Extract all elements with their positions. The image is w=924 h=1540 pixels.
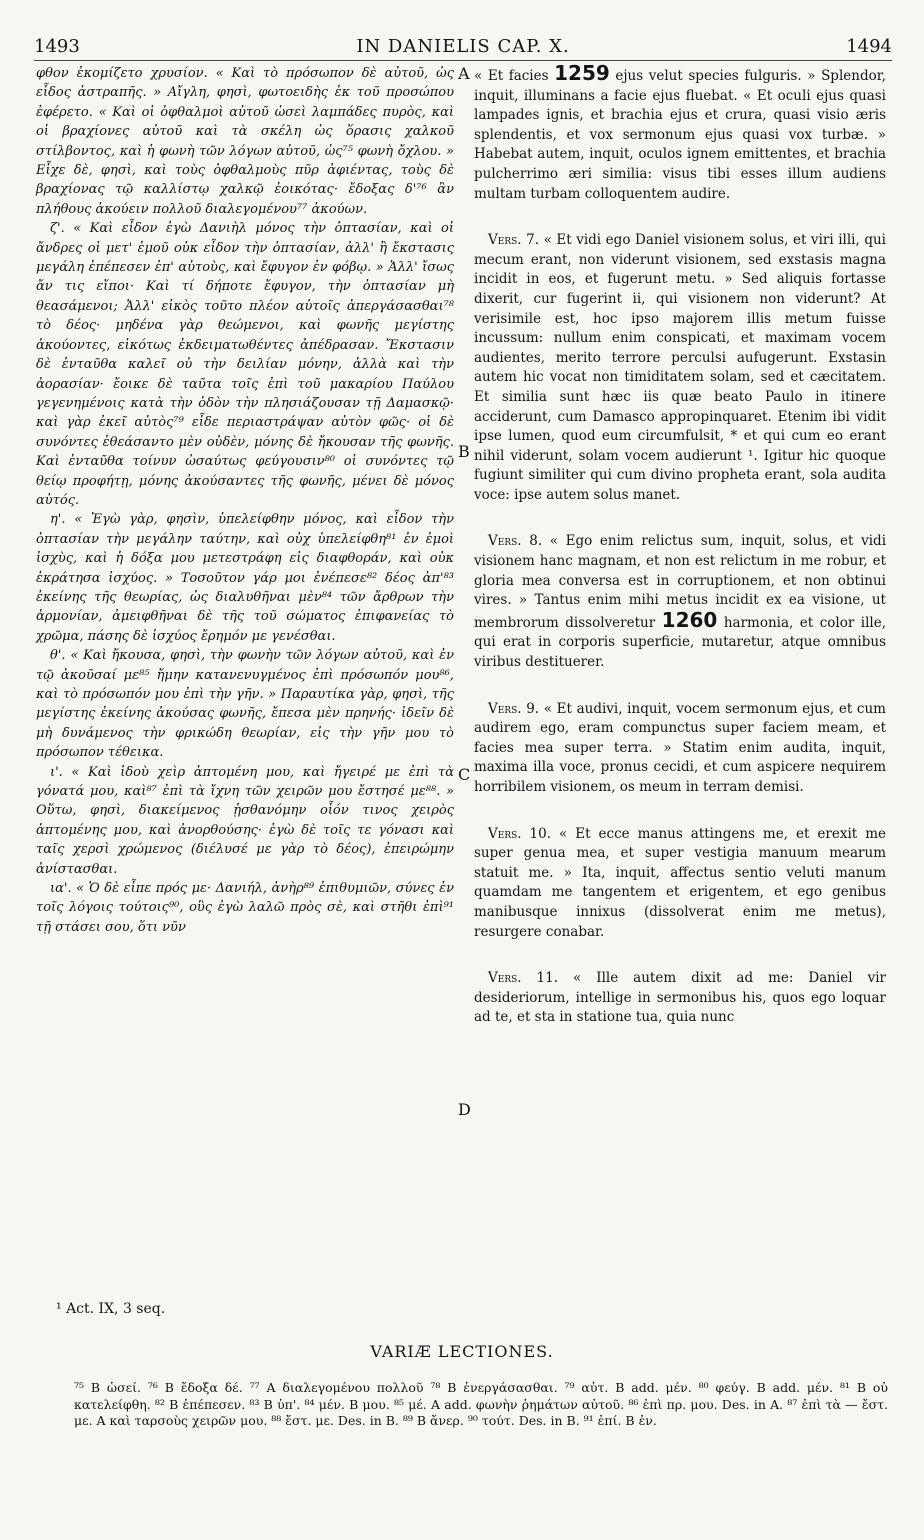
- greek-paragraph: ι'. « Καὶ ἰδοὺ χεὶρ ἁπτομένη μου, καὶ ἤγειρέ με ἐπὶ τὰ γόνατά μου, καὶ⁸⁷ ἐπὶ τὰ ἴχνη τῶν χειρῶν μου ἔστησέ με⁸⁸. » Οὕτω, φησὶ, διακείμενος ᾐσθανόμην οἷόν τινος χειρὸς ἁπτομένης μου, καὶ ἀνορθούσης· ἐγὼ δὲ τοῖς τε γόνασι καὶ ταῖς χερσὶ χρώμενος (διέλυσέ με γὰρ τὸ δέος), ἐπειρώμην ἀνίστασθαι.: [36, 764, 454, 877]
- column-number: 1259: [554, 61, 610, 85]
- latin-verse-11: [474, 969, 886, 1028]
- latin-verse-6: [474, 61, 886, 204]
- greek-paragraph: ια'. « Ὁ δὲ εἶπε πρός με· Δανιήλ, ἀνὴρ⁸⁹ ἐπιθυμιῶν, σύνες ἐν τοῖς λόγοις τούτοις⁹⁰, οὓς ἐγὼ λαλῶ πρὸς σὲ, καὶ στῆθι ἐπὶ⁹¹ τῇ στάσει σου, ὅτι νῦν: [36, 881, 454, 935]
- header-rule: [34, 60, 892, 61]
- greek-paragraph: η'. « Ἐγὼ γὰρ, φησὶν, ὑπελείφθην μόνος, καὶ εἶδον τὴν ὀπτασίαν τὴν μεγάλην ταύτην, καὶ οὐχ ὑπελείφθη⁸¹ ἐν ἐμοὶ ἰσχὺς, καὶ ἡ δόξα μου μετεστράφη εἰς διαφθοράν, καὶ οὐκ ἐκράτησα ἰσχύος. » Τοσοῦτον γάρ μοι ἐνέπεσε⁸² δέος ἀπ'⁸³ ἐκείνης τῆς θεωρίας, ὡς διαλυθῆναι μὲν⁸⁴ τῶν ἄρθρων τὴν ἁρμονίαν, ἀμειφθῆναι δὲ τῆς τοῦ σώματος ἐπιφανείας τὸ χρῶμα, πάσης δὲ ἰσχύος ἔρημόν με γενέσθαι.: [36, 512, 454, 644]
- latin-text: ejus velut species fulguris. » Splendor, inquit, illuminans a facie ejus fluebat. « Et oculi ejus quasi lampades ignis, et brachia ejus et crura, quasi visio æris splendentis, et vox sermonum ejus quasi vox turbæ. » Habebat autem, inquit, oculos ignem emittentes, et brachia pulcherrimo æri similia: visus tibi esses illum audiens multam turbam colloquentem audire.: [474, 68, 886, 202]
- greek-paragraph: φθον ἐκομίζετο χρυσίον. « Καὶ τὸ πρόσωπον δὲ αὐτοῦ, ὡς εἶδος ἀστραπῆς. » Αἴγλη, φησὶ, φωτοειδὴς ἐκ τοῦ προσώπου ἐφέρετο. « Καὶ οἱ ὀφθαλμοὶ αὐτοῦ ὡσεὶ λαμπάδες πυρὸς, καὶ οἱ βραχίονες αὐτοῦ καὶ τὰ σκέλη ὡς ὅρασις χαλκοῦ στίλβοντος, καὶ ἡ φωνὴ τῶν λόγων αὐτοῦ, ὡς⁷⁵ φωνὴ ὄχλου. » Εἶχε δὲ, φησὶ, καὶ τοὺς ὀφθαλμοὺς πῦρ ἀφιέντας, τοὺς δὲ βραχίονας τῷ καλλίστῳ χαλκῷ ἐοικότας· ἔδοξας δ'⁷⁶ ἂν πλήθους ἀκούειν πολλοῦ διαλεγομένου⁷⁷ ἀκούων.: [36, 66, 454, 217]
- margin-letter-b: B: [458, 442, 470, 461]
- latin-text: « Et ecce manus attingens me, et erexit me super genua mea, et super vestigia manuum mearum statuit me. » Ita, inquit, affectus sentio veluti manum quamdam me tangentem et erigentem, et ego genibus manibusque innixus (dissolverat enim me metus), resurgere conabar.: [474, 825, 886, 940]
- page-number-left: 1493: [34, 36, 80, 57]
- margin-letter-a: A: [458, 64, 470, 83]
- latin-verse-7: [474, 231, 886, 505]
- greek-paragraph: ζ'. « Καὶ εἶδον ἐγὼ Δανιὴλ μόνος τὴν ὀπτασίαν, καὶ οἱ ἄνδρες οἱ μετ' ἐμοῦ οὐκ εἶδον τὴν ὀπτασίαν, ἀλλ' ἢ ἔκστασις μεγάλη ἐπέπεσεν ἐπ' αὐτοὺς, καὶ ἔφυγον ἐν φόβῳ. » Ἀλλ' ἴσως ἄν τις εἴποι· Καὶ τί δήποτε ἔφυγον, τὴν ὀπτασίαν μὴ θεασάμενοι; Ἀλλ' εἰκὸς τοῦτο πλέον αὐτοῖς ἀπεργάσασθαι⁷⁸ τὸ δέος· μηδένα γὰρ θεώμενοι, καὶ φωνῆς μεγίστης ἀκούοντες, εἰκότως ἐκδειματωθέντες ἀπέδρασαν. Ἔκστασιν δὲ ἐνταῦθα καλεῖ οὐ τὴν δειλίαν μόνην, ἀλλὰ καὶ τὴν ἀορασίαν· ἔοικε δὲ ταῦτα τοῖς ἐπὶ τοῦ μακαρίου Παύλου γεγενημένοις κατὰ τὴν ὁδὸν τὴν πλησιάζουσαν τῇ Δαμασκῷ· καὶ γὰρ ἐκεῖ αὐτὸς⁷⁹ εἶδε περιαστράψαν αὐτὸν φῶς· οἱ δὲ συνόντες ἐθεάσαντο μὲν οὐδὲν, μόνης δὲ ἤκουσαν τῆς φωνῆς. Καὶ ἐνταῦθα τοίνυν ὡσαύτως φεύγουσιν⁸⁰ οἱ συνόντες τῷ θείῳ προφήτῃ, μόνης ἀκούσαντες τῆς φωνῆς, μένει δὲ μόνος αὐτός.: [36, 221, 454, 508]
- verse-label: Vers. 9.: [488, 700, 540, 717]
- margin-letter-c: C: [458, 765, 471, 784]
- latin-verse-8: [474, 532, 886, 672]
- verse-label: Vers. 8.: [488, 533, 543, 550]
- latin-text: « Et audivi, inquit, vocem sermonum ejus, et cum audirem ego, eram compunctus super faciem meam, et facies mea super terra. » Statim enim audita, inquit, maxima illa voce, pronus cecidi, et cum aspicere nequirem horribilem visionem, os meum in terram demisi.: [474, 700, 886, 795]
- variae-lectiones: [74, 1380, 888, 1430]
- running-header: [34, 36, 892, 58]
- margin-letter-d: D: [458, 1100, 471, 1119]
- latin-column: [474, 61, 887, 1028]
- latin-text: « Et vidi ego Daniel visionem solus, et viri illi, qui mecum erant, non viderunt visionem, sed exstasis magna incidit in eos, et fugerunt metu. » Sed aliquis fortasse dixerit, cur fugerint ii, qui visionem non viderunt? At verisimile est, hoc ipso majorem illis metum fuisse incussum: nullum enim conspicati, et maximam vocem audientes, merito terrore perculsi aufugerunt. Exstasin autem hic vocat non timiditatem solam, sed et cæcitatem. Et similia sunt hæc iis quæ beato Paulo in itinere acciderunt, cum Damasco appropinquaret. Etenim ibi vidit ipse lumen, quod eum circumfulsit, * et qui cum eo erant nihil viderunt, solam vocem audierunt ¹. Igitur hic quoque fugiunt similiter qui cum divino propheta erant, sola audita voce: ipse autem solus manet.: [474, 232, 886, 503]
- latin-text: « Et facies: [474, 68, 549, 84]
- variae-lectiones-text: ⁷⁵ B ὡσεί. ⁷⁶ B ἔδοξα δέ. ⁷⁷ A διαλεγομένου πολλοῦ ⁷⁸ B ἐνεργάσασθαι. ⁷⁹ αὐτ. B add. μέν. ⁸⁰ φεύγ. B add. μέν. ⁸¹ B οὐ κατελείφθη. ⁸² B ἐπέπεσεν. ⁸³ B ὑπ'. ⁸⁴ μέν. B μου. ⁸⁵ μέ. A add. φωνὴν ῥημάτων αὐτοῦ. ⁸⁶ ἐπὶ πρ. μου. Des. in A. ⁸⁷ ἐπὶ τὰ — ἔστ. με. A καὶ ταρσοὺς χειρῶν μου. ⁸⁸ ἔστ. με. Des. in B. ⁸⁹ B ἄνερ. ⁹⁰ τούτ. Des. in B. ⁹¹ ἐπί. B ἐν.: [74, 1380, 888, 1428]
- latin-text: « Ille autem dixit ad me: Daniel vir desideriorum, intellige in sermonibus his, quos ego loquar ad te, et sta in statione tua, quia nunc: [474, 970, 886, 1026]
- greek-column: [36, 64, 454, 937]
- verse-label: Vers. 11.: [488, 970, 559, 987]
- variae-lectiones-title: VARIÆ LECTIONES.: [370, 1342, 554, 1361]
- latin-text: « Ego enim relictus sum, inquit, solus, et vidi visionem hanc magnam, et non est relictum in me robur, et gloria mea conversa est in corruptionem, et non obtinui vires. » Tantus enim mihi metus incidit ex ea visione, ut membrorum dissolveretur: [474, 533, 887, 631]
- page-number-right: 1494: [846, 36, 892, 57]
- verse-label: Vers. 7.: [488, 232, 539, 249]
- greek-paragraph: θ'. « Καὶ ἤκουσα, φησὶ, τὴν φωνὴν τῶν λόγων αὐτοῦ, καὶ ἐν τῷ ἀκοῦσαί με⁸⁵ ἤμην κατανενυγμένος ἐπὶ πρόσωπόν μου⁸⁶, καὶ τὸ πρόσωπόν μου ἐπὶ τὴν γῆν. » Παραυτίκα γὰρ, φησὶ, τῆς μεγίστης ἐκείνης ἀκούσας φωνῆς, ἔπεσα μὲν πρηνής· ἰδεῖν δὲ μὴ δυνάμενος τὴν φρικώδη θεωρίαν, εἰς τὴν γῆν μου τὸ πρόσωπον τέθεικα.: [36, 648, 454, 761]
- latin-verse-9: [474, 700, 886, 798]
- running-title: IN DANIELIS CAP. X.: [356, 36, 570, 57]
- column-number: 1260: [661, 607, 718, 632]
- latin-verse-10: [474, 825, 886, 943]
- footnote: ¹ Act. IX, 3 seq.: [56, 1301, 166, 1317]
- verse-label: Vers. 10.: [488, 825, 552, 842]
- latin-text: harmonia, et color ille, qui erat in corporis superficie, mutaretur, atque omnibus viribus destituerer.: [474, 614, 887, 671]
